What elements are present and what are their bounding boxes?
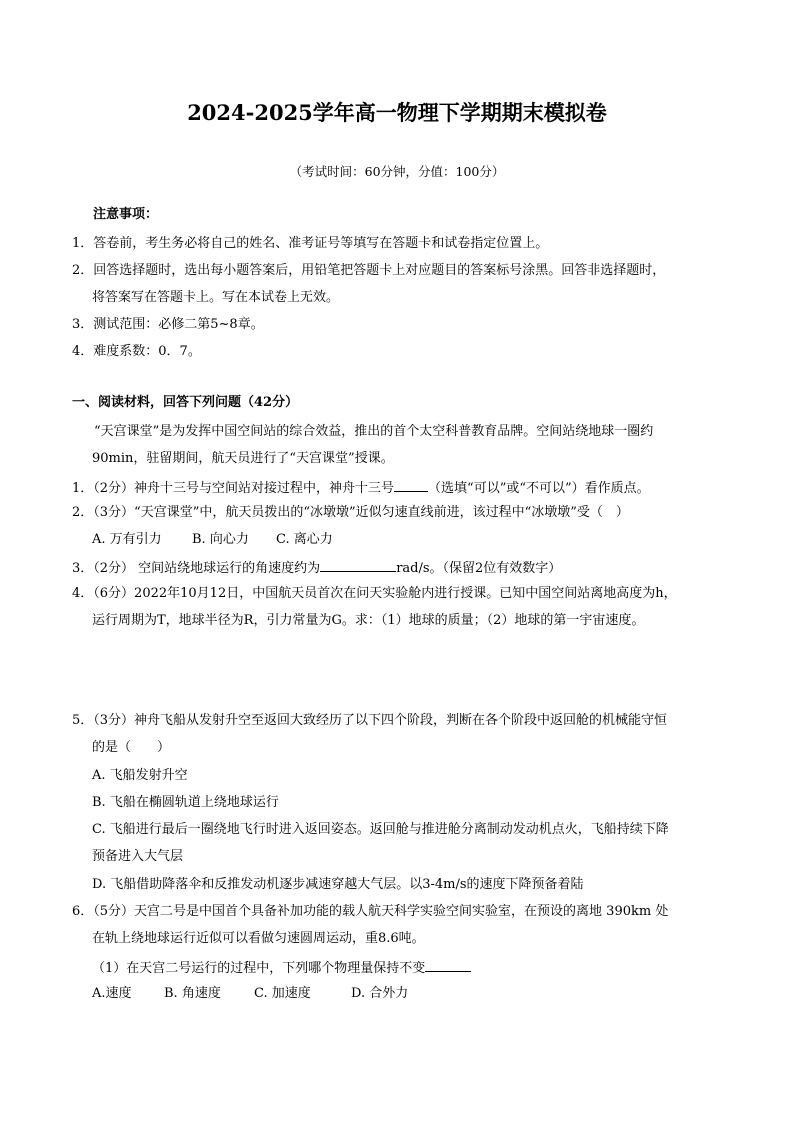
question-6-sub-1-text: （1）在天宫二号运行的过程中，下列哪个物理量保持不变 <box>92 961 426 976</box>
question-1 <box>72 478 650 498</box>
question-4-line-1: 4．（6分）2022年10月12日，中国航天员首次在问天实验舱内进行授课。已知中国空间站离地高度为h， <box>72 586 677 601</box>
reading-intro-line-1: “天宫课堂”是为发挥中国空间站的综合效益，推出的首个太空科普教育品牌。空间站绕地球一圈约 <box>94 424 654 439</box>
question-6-options <box>92 985 408 1003</box>
question-2-options <box>92 531 333 549</box>
note-item-2-cont: 将答案写在答题卡上。写在本试卷上无效。 <box>92 290 340 305</box>
question-5-option-d[interactable]: D. 飞船借助降落伞和反推发动机逐步减速穿越大气层。以3-4m/s的速度下降预备着陆 <box>92 877 584 892</box>
q6-option-c[interactable]: C. 加速度 <box>254 986 311 1001</box>
section-heading: 一、阅读材料，回答下列问题（42分） <box>72 395 299 410</box>
q6-option-a[interactable]: A.速度 <box>92 986 132 1001</box>
question-3-suffix: rad/s。（保留2位有效数字） <box>396 561 562 576</box>
answer-blank-q6[interactable] <box>425 958 471 972</box>
question-1-suffix: （选填“可以”或“不可以”）看作质点。 <box>428 481 650 496</box>
q6-option-d[interactable]: D. 合外力 <box>351 986 409 1001</box>
question-6-line-2: 在轨上绕地球运行近似可以看做匀速圆周运动，重8.6吨。 <box>92 931 425 946</box>
question-5-option-c-line-1[interactable]: C. 飞船进行最后一圈绕地飞行时进入返回姿态。返回舱与推进舱分离制动发动机点火，飞船持续下降 <box>92 822 669 837</box>
question-5-line-1: 5．（3分）神舟飞船从发射升空至返回大致经历了以下四个阶段，判断在各个阶段中返回舱的机械能守恒 <box>72 713 668 728</box>
question-5-line-2: 的是（ ） <box>92 740 171 755</box>
note-item-2: 2．回答选择题时，选出每小题答案后，用铅笔把答题卡上对应题目的答案标号涂黑。回答非选择题时， <box>72 263 666 278</box>
question-5-option-b[interactable]: B. 飞船在椭圆轨道上绕地球运行 <box>92 795 279 810</box>
exam-info: （考试时间：60分钟，分值：100分） <box>289 164 505 179</box>
question-4-line-2: 运行周期为T，地球半径为R，引力常量为G。求：（1）地球的质量；（2）地球的第一宇宙速度。 <box>92 613 645 628</box>
page-title: 2024-2025学年高一物理下学期期末模拟卷 <box>187 100 607 125</box>
question-6-line-1: 6．（5分）天宫二号是中国首个具备补加功能的载人航天科学实验空间实验室，在预设的离地 390km 处 <box>72 904 669 919</box>
answer-blank-q1[interactable] <box>394 478 428 492</box>
option-c[interactable]: C. 离心力 <box>276 532 333 547</box>
question-5-option-a[interactable]: A. 飞船发射升空 <box>92 768 188 783</box>
notes-heading: 注意事项： <box>93 207 159 222</box>
option-a[interactable]: A. 万有引力 <box>92 532 162 547</box>
reading-intro-line-2: 90min，驻留期间，航天员进行了“天宫课堂”授课。 <box>92 451 394 466</box>
note-item-4: 4．难度系数：0．7。 <box>72 344 201 359</box>
question-5-option-c-line-2: 预备进入大气层 <box>92 849 184 864</box>
note-item-1: 1．答卷前，考生务必将自己的姓名、准考证号等填写在答题卡和试卷指定位置上。 <box>72 236 549 251</box>
question-6-sub-1 <box>92 958 471 978</box>
question-3-prefix: 3．（2分） 空间站绕地球运行的角速度约为 <box>72 561 321 576</box>
question-1-prefix: 1．（2分）神舟十三号与空间站对接过程中，神舟十三号 <box>72 481 395 496</box>
q6-option-b[interactable]: B. 角速度 <box>164 986 221 1001</box>
question-2: 2．（3分）“天宫课堂”中，航天员拨出的“冰墩墩”近似匀速直线前进，该过程中“冰墩墩”受（ ） <box>72 505 629 520</box>
answer-blank-q3[interactable] <box>320 558 396 572</box>
option-b[interactable]: B. 向心力 <box>192 532 249 547</box>
note-item-3: 3．测试范围：必修二第5~8章。 <box>72 317 264 332</box>
question-3 <box>72 558 561 578</box>
